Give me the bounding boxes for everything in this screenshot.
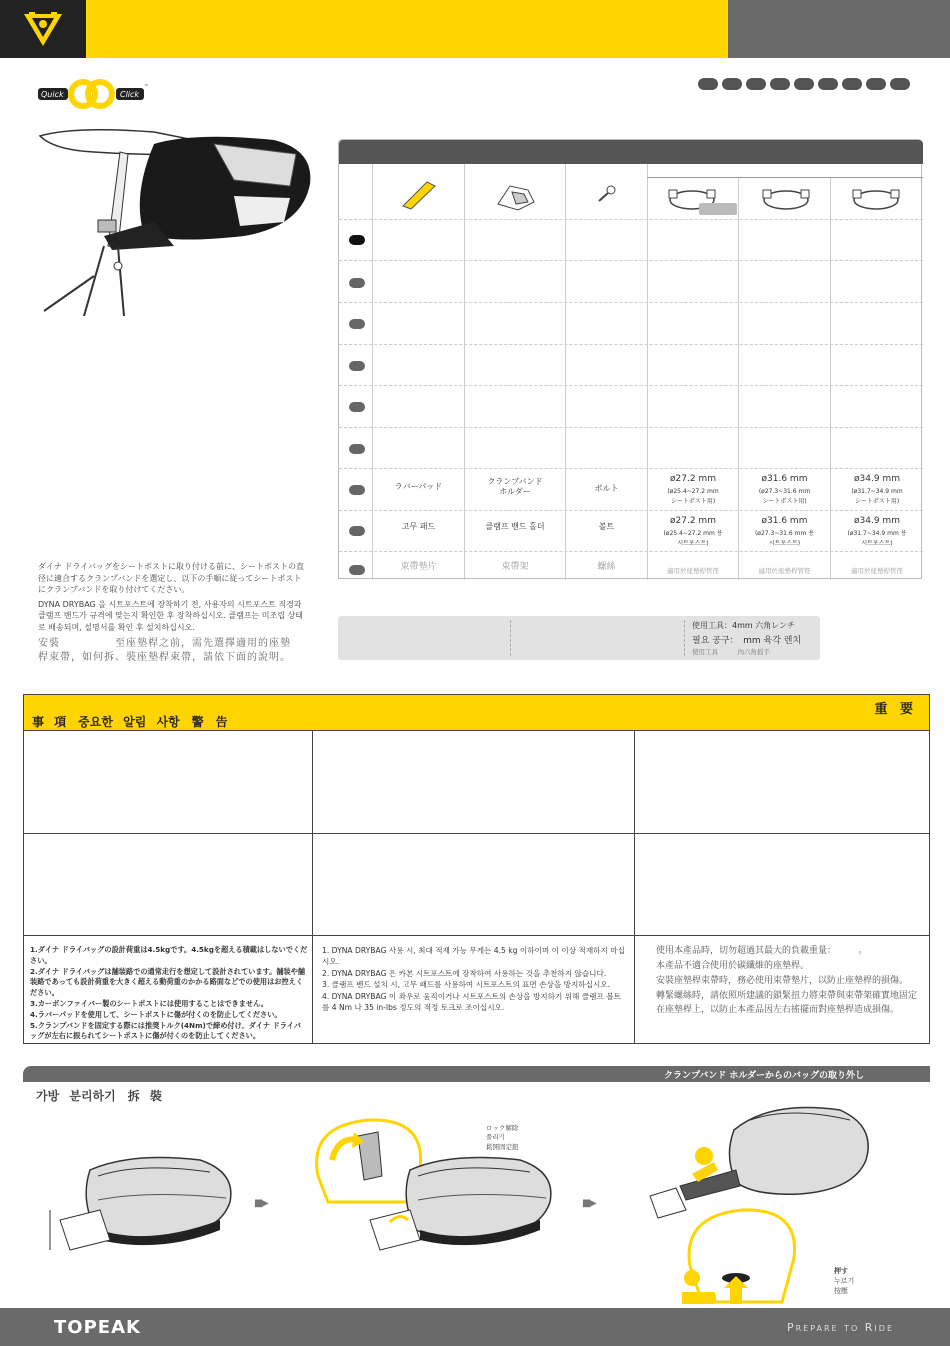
warning-ko-item: 1. DYNA DRYBAG 사용 시, 최대 적재 가능 무게는 4.5 kg 이하이며 이 이상 적재하지 마십시오.: [322, 946, 625, 967]
warning-ko-list: [322, 945, 626, 1013]
note-ko: DYNA DRYBAG 을 시트포스트에 장착하기 전, 사용자의 시트포스트 직경과 클램프 밴드가 규격에 맞는지 확인한 후 장착하십시오. 클램프는 미조립 상태로 배송되며, 설명서를 확인 후 설치하십시오.: [38, 599, 303, 632]
table-header-bar: [339, 140, 923, 164]
lang-dot: [818, 78, 838, 90]
tools-jp: 使用工具：4mm 六角レンチ: [692, 621, 796, 630]
note-zh-2: 桿束帶，如何拆、裝座墊桿束帶，請依下面的說明。: [38, 652, 291, 664]
zh-rubber-pad: 束帶墊片: [400, 562, 437, 572]
ko-holder: 클램프 밴드 홀더: [485, 522, 545, 531]
lang-dot: [698, 78, 718, 90]
divider: [24, 833, 929, 834]
jp-rubber-pad: ラバーパッド: [394, 482, 443, 491]
zh-clamp-31: 適用於座墊桿管徑: [758, 567, 811, 575]
next-step-arrow-icon: ▮▮▶: [254, 1198, 267, 1209]
jp-clamp-27: [648, 474, 738, 506]
warning-jp-item: 4.ラバーパッドを使用して、シートポストに傷が付くのを防止してください。: [30, 1009, 282, 1019]
push-zoom-illustration: [682, 1206, 802, 1306]
jp-c1: ø27.2 mm: [670, 474, 716, 484]
next-step-arrow-icon: ▮▮▶: [582, 1198, 595, 1209]
footer-brand: TOPEAK: [54, 1317, 141, 1338]
tools-ko: 필요 공구： mm 육각 렌치: [692, 636, 802, 646]
warning-zh-item: 安裝座墊桿束帶時，務必使用束帶墊片，以防止座墊桿的損傷。: [656, 975, 909, 986]
clamp-band-34-icon: [849, 188, 903, 218]
ko-c1: ø27.2 mm: [670, 516, 716, 526]
warning-ko-item: 2. DYNA DRYBAG 은 카본 시트포스트에 장착하여 사용하는 것을 추천하지 않습니다.: [322, 968, 607, 978]
ko-c2: ø31.6 mm: [761, 516, 808, 526]
jp-c2: ø31.6 mm: [761, 474, 808, 484]
unlock-label-jp: ロック解除: [486, 1124, 519, 1132]
removal-title-bar: [23, 1066, 930, 1082]
removal-title: クランプバンド ホルダーからのバッグの取り外し: [663, 1071, 864, 1081]
warning-ko-item: 4. DYNA DRYBAG 이 좌우로 움직이거나 시트포스트의 손상을 방지하기 위해 클램프 볼트를 4 Nm 나 35 in-lbs 정도의 적정 토크로 조이십시오.: [322, 991, 621, 1012]
header-gray-band: [728, 0, 950, 58]
topeak-triangle-logo: [22, 10, 64, 48]
header-title-band: [86, 0, 728, 58]
divider: [24, 935, 929, 936]
ko-c2t: 시트포스트): [768, 540, 801, 548]
tools-box: [338, 616, 820, 660]
rubber-pad-icon: [399, 180, 439, 210]
note-jp: ダイナ ドライバッグをシートポストに取り付ける前に、シートポストの直径に適合するクランプバンドを選定し、以下の手順に従ってシートポストにクランプバンドを取り付けてください。: [38, 562, 304, 595]
jp-holder-l2: ホルダー: [499, 487, 531, 497]
jp-c3t: シートポスト用): [854, 498, 900, 506]
ko-c2s: (ø27.3~31.6 mm 용: [754, 529, 815, 537]
clamp-holder-icon: [494, 180, 538, 212]
jp-holder: [465, 477, 565, 498]
unlock-label-ko: 풀리기: [486, 1133, 505, 1142]
zh-bolt: 螺絲: [597, 562, 616, 572]
lang-dot: [770, 78, 790, 90]
zh-clamp-27: 適用於座墊桿管徑: [667, 567, 719, 575]
bag-step2-illustration: [360, 1150, 560, 1260]
qc-tm: ™: [144, 84, 149, 90]
warning-ko-item: 3. 클램프 밴드 설치 시, 고무 패드를 사용하여 시트포스트의 표면 손상을 방지하십시오.: [322, 980, 611, 990]
clamp-band-31-icon: [759, 188, 813, 218]
warning-zh-item: 轉緊螺絲時，請依照所建議的鎖緊扭力將束帶與束帶架確實地固定在座墊桿上，以防止本產品因左右搖擺而對座墊桿造成損傷。: [656, 990, 918, 1016]
footer-bar: [0, 1308, 950, 1346]
warning-zh-item: 本產品不適合使用於碳纖維的座墊桿。: [656, 960, 810, 971]
row-dot: [349, 402, 365, 412]
divider: [684, 620, 685, 656]
footer-tagline: Prepare to Ride: [786, 1321, 894, 1334]
bike-seatpost-illustration: [34, 126, 324, 316]
jp-c1s: (ø25.4~27.2 mm: [667, 487, 719, 495]
row-dot: [349, 565, 365, 575]
row-dot: [349, 361, 365, 371]
divider: [634, 731, 635, 1043]
ko-c1t: 시트포스트): [677, 540, 709, 548]
push-label-zh: 按壓: [834, 1287, 848, 1296]
row-dot: [349, 444, 365, 454]
zh-holder: 束帶架: [501, 562, 529, 572]
lang-dot: [866, 78, 886, 90]
unlock-label-zh: 鬆開固定鈕: [486, 1142, 519, 1151]
row-dot: [349, 278, 365, 288]
warning-jp-item: 2.ダイナ ドライバッグは舗装路での通常走行を想定して設計されています。舗装や舗装路であっても設計荷重を大きく超える動荷重のかかる路面などでの使用はお控えください。: [30, 966, 306, 998]
row-dot: [349, 526, 365, 536]
lang-dot: [890, 78, 910, 90]
compatibility-table: [338, 139, 922, 579]
ko-clamp-27: [648, 516, 738, 548]
warning-jp-item: 3.カーボンファイバー製のシートポストには使用することはできません。: [30, 998, 268, 1008]
unlock-label: [486, 1124, 519, 1152]
row-dot: [349, 319, 365, 329]
push-label: [834, 1266, 854, 1296]
jp-clamp-31: [739, 474, 830, 506]
jp-c1t: シートポスト用): [670, 498, 716, 506]
removal-subtitle: 가방 분리하기 拆 裝: [36, 1089, 162, 1103]
jp-bolt: ボルト: [594, 484, 619, 493]
jp-c2s: (ø27.3~31.6 mm: [758, 487, 811, 495]
ko-c1s: (ø25.4~27.2 mm 용: [663, 529, 723, 537]
jp-c3s: (ø31.7~34.9 mm: [851, 487, 903, 495]
qc-word1: Quick: [41, 90, 64, 99]
row-dot: [349, 485, 365, 495]
bolt-icon: [595, 184, 617, 204]
bag-step1-illustration: [40, 1150, 240, 1260]
lang-dot: [842, 78, 862, 90]
zh-clamp-34: 適用於座墊桿管徑: [851, 567, 903, 575]
row-dot: [349, 235, 365, 245]
warning-zh-list: [656, 944, 921, 1018]
ko-bolt: 볼트: [598, 522, 615, 531]
warning-box: [23, 694, 930, 1044]
warning-jp-item: 5.クランプバンドを固定する際には推奨トルク(4Nm)で締め付け、ダイナ ドライバッグが左右に振られてシートポストに傷が付くのを防止してください。: [30, 1020, 301, 1041]
jp-clamp-34: [831, 474, 923, 506]
warning-header: [24, 695, 929, 731]
ko-c3s: (ø31.7~34.9 mm 용: [847, 529, 907, 537]
push-label-jp: 押す: [834, 1267, 848, 1275]
ko-clamp-34: [831, 516, 923, 548]
ko-c3: ø34.9 mm: [854, 516, 900, 526]
install-notes: [38, 561, 306, 669]
qc-word2: Click: [120, 90, 140, 99]
warning-zh-item: 使用本產品時，切勿超過其最大的負載重量： 。: [656, 946, 868, 956]
divider: [510, 620, 511, 656]
divider: [312, 731, 313, 1043]
jp-c3: ø34.9 mm: [854, 474, 900, 484]
bag-step3-illustration: [640, 1090, 880, 1220]
tools-zh: 使用工具 內六角扳手: [692, 648, 770, 656]
ko-clamp-31: [739, 516, 830, 548]
jp-holder-l1: クランプバンド: [487, 477, 543, 486]
lang-dot: [746, 78, 766, 90]
ko-c3t: 시트포스트): [861, 540, 893, 548]
ko-rubber-pad: 고무 패드: [401, 522, 436, 531]
lang-dot: [722, 78, 742, 90]
warning-jp-list: [30, 945, 308, 1042]
language-dots: [698, 78, 910, 90]
push-label-ko: 누르기: [834, 1277, 855, 1286]
badge-placeholder: [699, 203, 737, 215]
warning-title-right: 重 要: [874, 702, 917, 717]
note-zh-1: 安裝 至座墊桿之前，需先選擇適用的座墊: [38, 637, 291, 649]
warning-title-left: 事 項 중요한 알림 사항 警 告: [32, 715, 228, 729]
jp-c2t: シートポスト用): [762, 498, 807, 506]
quickclick-logo: [38, 78, 150, 110]
warning-jp-item: 1.ダイナ ドライバッグの設計荷重は4.5kgです。4.5kgを超える積載はしないでください。: [30, 945, 308, 965]
lang-dot: [794, 78, 814, 90]
